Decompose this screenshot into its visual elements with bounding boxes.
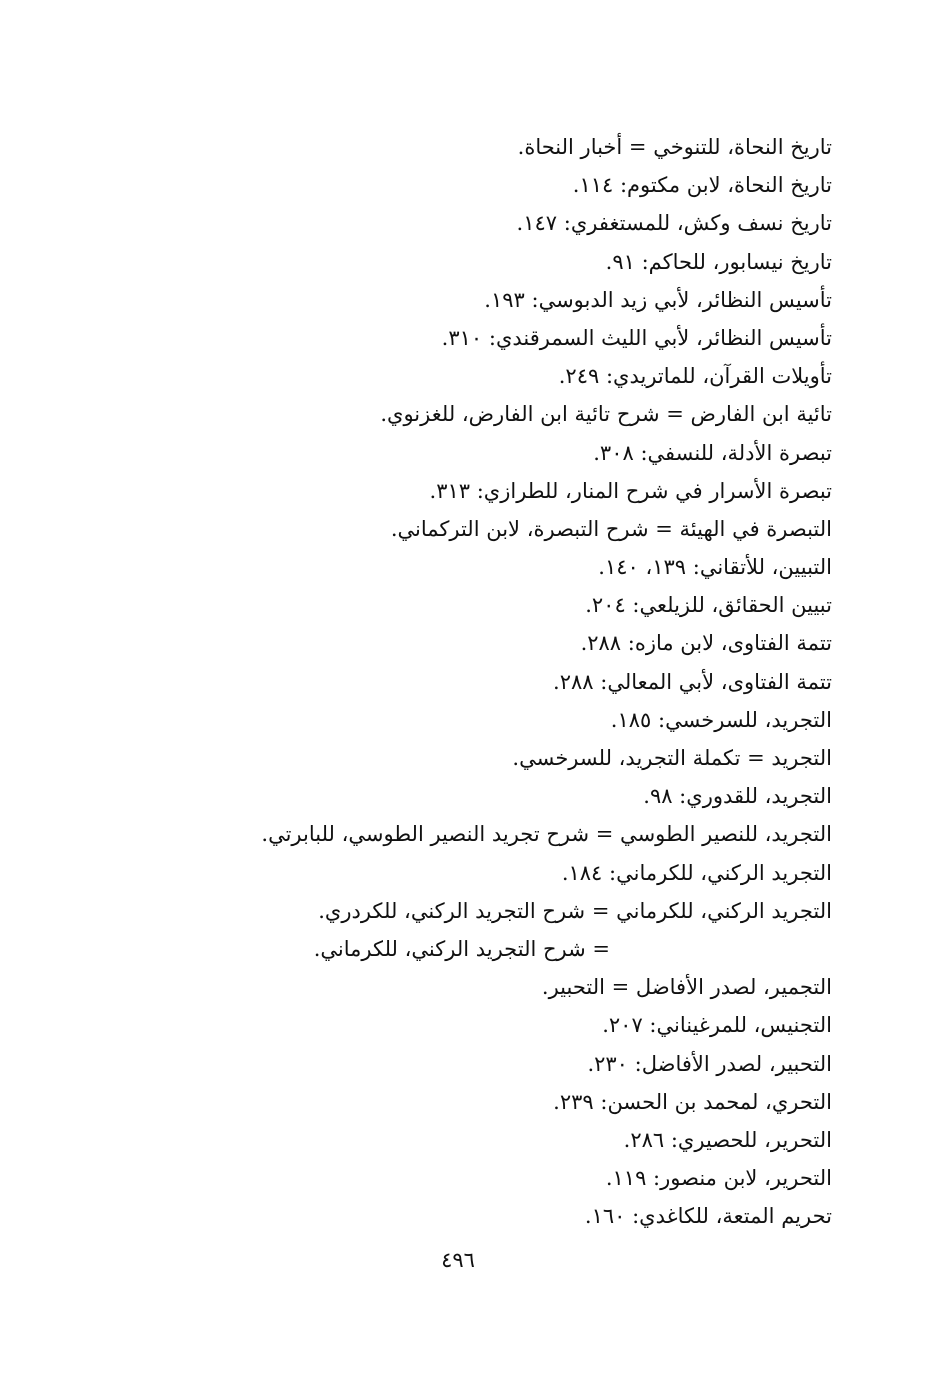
index-entry: تاريخ النحاة، لابن مكتوم: ١١٤. <box>572 173 832 198</box>
index-entry: التحرير، لابن منصور: ١١٩. <box>605 1166 832 1191</box>
index-entry: التجريد = تكملة التجريد، للسرخسي. <box>512 746 832 770</box>
index-entry: التبصرة في الهيئة = شرح التبصرة، لابن التركماني. <box>390 516 832 541</box>
index-entry: تأسيس النظائر، لأبي الليث السمرقندي: ٣١٠. <box>441 325 832 350</box>
index-entry: تأسيس النظائر، لأبي زيد الدبوسي: ١٩٣. <box>484 287 832 312</box>
index-entry-continuation: = شرح التجريد الركني، للكرماني. <box>313 936 610 961</box>
index-entry: تاريخ النحاة، للتنوخي = أخبار النحاة. <box>517 135 832 159</box>
index-entry: التحبير، لصدر الأفاضل: ٢٣٠. <box>587 1051 832 1076</box>
index-entry: تاريخ نيسابور، للحاكم: ٩١. <box>605 249 832 274</box>
index-entry: تبصرة الأسرار في شرح المنار، للطرازي: ٣١٣. <box>429 478 832 503</box>
index-entry: التحري، لمحمد بن الحسن: ٢٣٩. <box>553 1089 832 1114</box>
index-entry: التجمير، لصدر الأفاضل = التحبير. <box>541 975 832 1000</box>
index-entry: تأويلات القرآن، للماتريدي: ٢٤٩. <box>558 364 832 389</box>
index-entry: التجريد، للسرخسي: ١٨٥. <box>610 707 832 732</box>
page-number <box>0 1248 942 1272</box>
index-entry: التبيين، للأتقاني: ١٣٩، ١٤٠. <box>598 555 832 580</box>
index-entry: التجريد، للنصير الطوسي = شرح تجريد النصير الطوسي، للبابرتي. <box>261 822 832 847</box>
index-entry: التجريد الركني، للكرماني = شرح التجريد الركني، للكردري. <box>318 898 832 923</box>
index-entries <box>132 128 832 1235</box>
page-number-text: ٤٩٦ <box>441 1248 475 1272</box>
index-entry: تبصرة الأدلة، للنسفي: ٣٠٨. <box>593 440 832 465</box>
index-entry: التحرير، للحصيري: ٢٨٦. <box>623 1127 832 1152</box>
index-entry: التجريد الركني، للكرماني: ١٨٤. <box>561 860 832 885</box>
index-entry: تاريخ نسف وكش، للمستغفري: ١٤٧. <box>516 211 832 236</box>
index-entry: التجنيس، للمرغيناني: ٢٠٧. <box>602 1013 832 1038</box>
index-entry: التجريد، للقدوري: ٩٨. <box>643 784 832 809</box>
index-entry: تتمة الفتاوى، لأبي المعالي: ٢٨٨. <box>553 669 832 694</box>
index-entry: تائية ابن الفارض = شرح تائية ابن الفارض، للغزنوي. <box>380 402 832 427</box>
index-entry: تحريم المتعة، للكاغدي: ١٦٠. <box>584 1204 832 1229</box>
index-entry: تتمة الفتاوى، لابن مازه: ٢٨٨. <box>580 631 832 656</box>
index-entry: تبيين الحقائق، للزيلعي: ٢٠٤. <box>585 593 832 618</box>
